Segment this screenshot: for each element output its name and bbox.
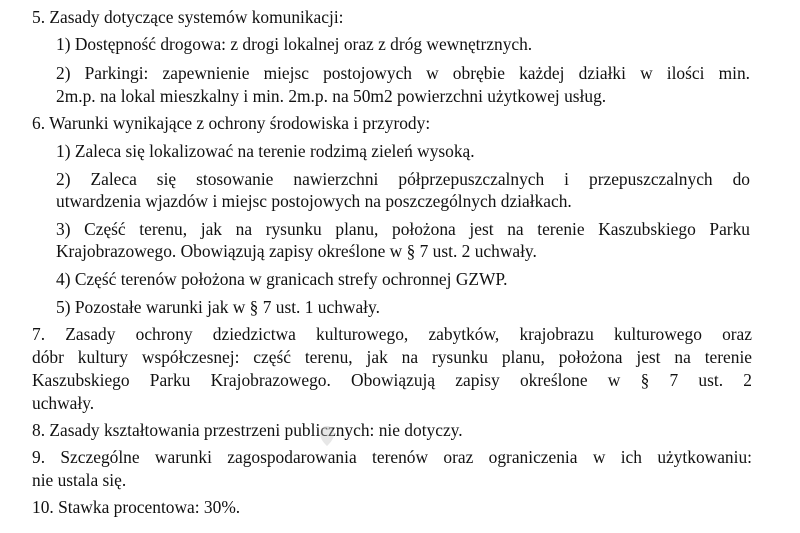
section-6-item-4: 4) Część terenów położona w granicach strefy ochronnej GZWP. (56, 269, 508, 289)
section-10: 10. Stawka procentowa: 30%. (32, 497, 241, 517)
section-6-item-2-line-1: 2) Zaleca się stosowanie nawierzchni półprzepuszczalnych i przepuszczalnych do (56, 169, 750, 189)
section-6-item-3-line-2: Krajobrazowego. Obowiązują zapisy określone w § 7 ust. 2 uchwały. (56, 241, 537, 261)
section-7-line-1: 7. Zasady ochrony dziedzictwa kulturowego, zabytków, krajobrazu kulturowego oraz (32, 324, 752, 344)
section-9-line-1: 9. Szczególne warunki zagospodarowania terenów oraz ograniczenia w ich użytkowaniu: (32, 447, 752, 467)
section-8: 8. Zasady kształtowania przestrzeni publicznych: nie dotyczy. (32, 420, 463, 440)
section-5-item-2-line-1: 2) Parkingi: zapewnienie miejsc postojowych w obrębie każdej działki w ilości min. (56, 63, 750, 83)
section-6-item-2-line-2: utwardzenia wjazdów i miejsc postojowych na poszczególnych działkach. (56, 191, 572, 211)
watermark-icon (318, 424, 336, 448)
section-7-line-2: dóbr kultury współczesnej: część terenu, jak na rysunku planu, położona jest na terenie (32, 347, 752, 367)
section-6-item-5: 5) Pozostałe warunki jak w § 7 ust. 1 uchwały. (56, 297, 380, 317)
section-9-line-2: nie ustala się. (32, 470, 127, 490)
section-5-heading: 5. Zasady dotyczące systemów komunikacji: (32, 7, 344, 27)
section-6-item-3-line-1: 3) Część terenu, jak na rysunku planu, położona jest na terenie Kaszubskiego Parku (56, 219, 750, 239)
section-6-heading: 6. Warunki wynikające z ochrony środowiska i przyrody: (32, 113, 431, 133)
section-7-line-3: Kaszubskiego Parku Krajobrazowego. Obowiązują zapisy określone w § 7 ust. 2 (32, 370, 752, 390)
section-5-item-1: 1) Dostępność drogowa: z drogi lokalnej oraz z dróg wewnętrznych. (56, 34, 533, 54)
section-7-line-4: uchwały. (32, 393, 95, 413)
section-5-item-2-line-2: 2m.p. na lokal mieszkalny i min. 2m.p. na 50m2 powierzchni użytkowej usług. (56, 86, 607, 106)
section-6-item-1: 1) Zaleca się lokalizować na terenie rodzimą zieleń wysoką. (56, 141, 475, 161)
